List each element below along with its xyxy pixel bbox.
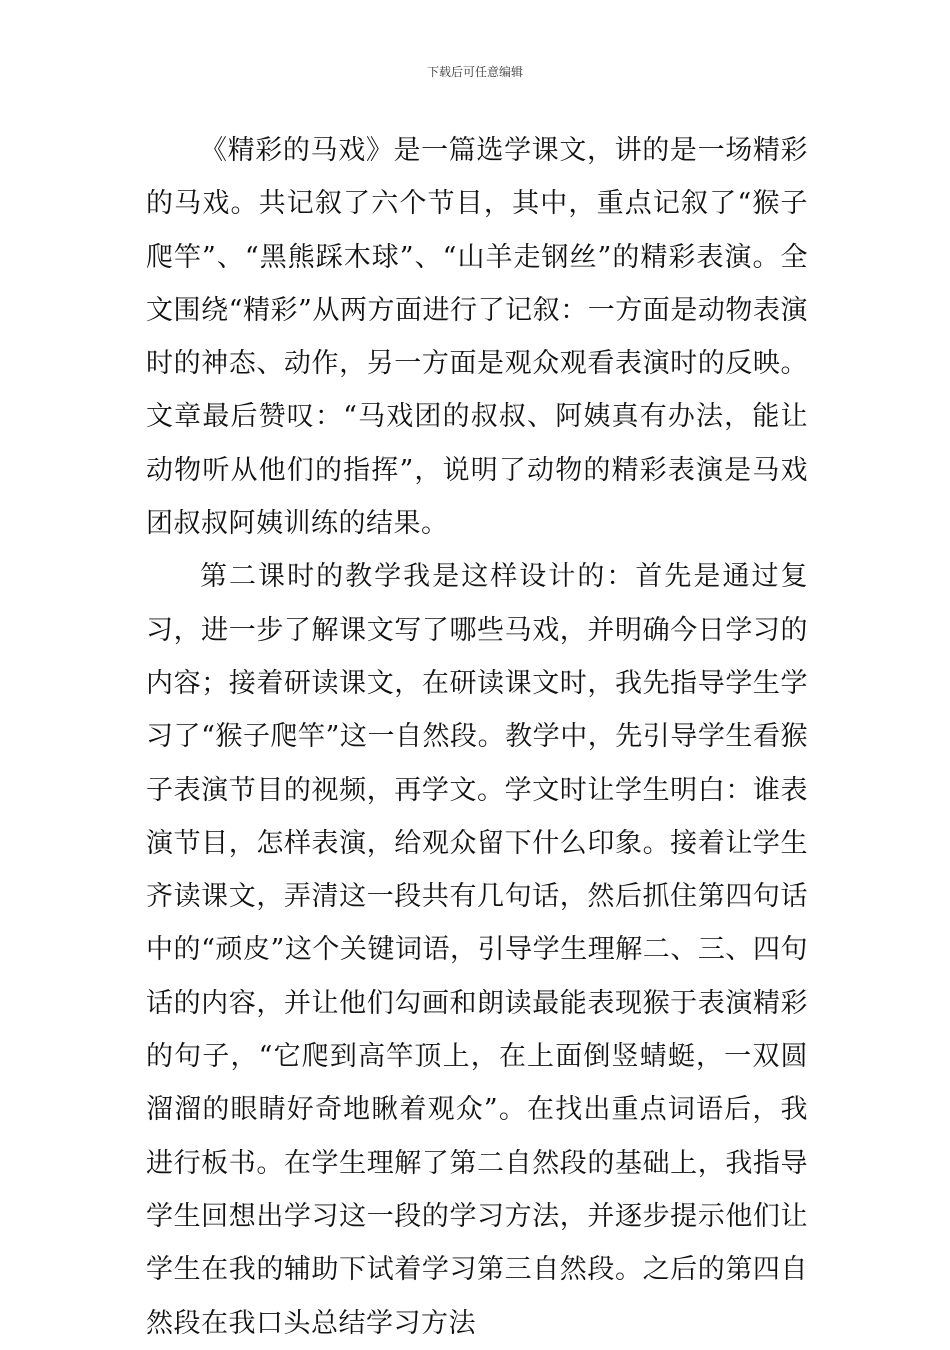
document-body (146, 124, 808, 1350)
page-header: 下载后可任意编辑 (426, 65, 523, 79)
paragraph-1: 《精彩的马戏》是一篇选学课文，讲的是一场精彩的马戏。共记叙了六个节目，其中，重点记叙了“猴子爬竿”、“黑熊踩木球”、“山羊走钢丝”的精彩表演。全文围绕“精彩”从两方面进行了记叙：一方面是动物表演时的神态、动作，另一方面是观众观看表演时的反映。文章最后赞叹：“马戏团的叔叔、阿姨真有办法，能让动物听从他们的指挥”，说明了动物的精彩表演是马戏团叔叔阿姨训练的结果。 (146, 135, 808, 540)
paragraph-2: 第二课时的教学我是这样设计的：首先是通过复习，进一步了解课文写了哪些马戏，并明确今日学习的内容；接着研读课文，在研读课文时，我先指导学生学习了“猴子爬竿”这一自然段。教学中，先引导学生看猴子表演节目的视频，再学文。学文时让学生明白：谁表演节目，怎样表演，给观众留下什么印象。接着让学生齐读课文，弄清这一段共有几句话，然后抓住第四句话中的“顽皮”这个关键词语，引导学生理解二、三、四句话的内容，并让他们勾画和朗读最能表现猴于表演精彩的句子，“它爬到高竿顶上，在上面倒竖蜻蜓，一双圆溜溜的眼睛好奇地瞅着观众”。在找出重点词语后，我进行板书。在学生理解了第二自然段的基础上，我指导学生回想出学习这一段的学习方法，并逐步提示他们让学生在我的辅助下试着学习第三自然段。之后的第四自然段在我口头总结学习方法 (146, 561, 808, 1339)
